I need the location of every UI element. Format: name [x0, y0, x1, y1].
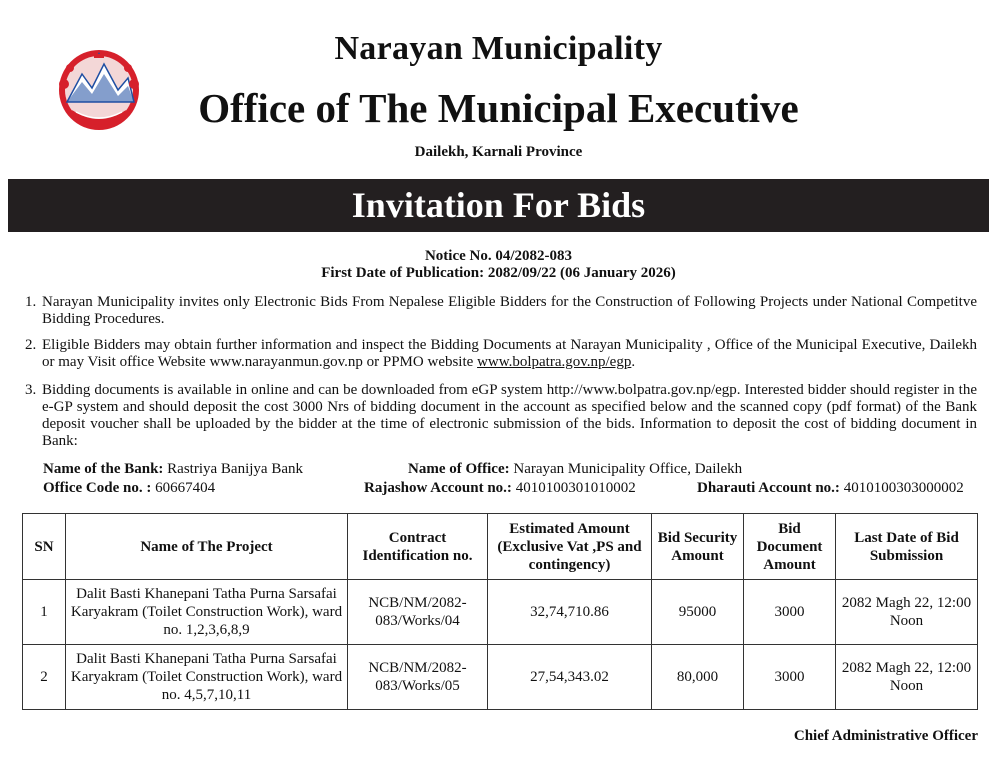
header-last-date: Last Date of Bid Submission [836, 514, 978, 580]
bolpatra-link[interactable]: www.bolpatra.gov.np/egp [477, 354, 632, 370]
paragraph-text: Eligible Bidders may obtain further information and inspect the Bidding Documents at Narayan Municipality , Office of the Municipal Executive, Dailekh or may Visit office Website www.narayanmun.gov.np or PPMO website [42, 337, 977, 370]
office-name-value: Narayan Municipality Office, Dailekh [513, 461, 743, 477]
header-bid-security: Bid Security Amount [652, 514, 744, 580]
paragraph-number: 1. [25, 294, 37, 310]
bid-table [22, 513, 978, 710]
paragraph-text: Narayan Municipality invites only Electronic Bids From Nepalese Eligible Bidders for the Construction of Following Projects under National Competitve Bidding Procedures. [42, 294, 977, 327]
cell-sn: 1 [23, 580, 66, 645]
notice-block [0, 248, 997, 282]
cell-bid-security: 80,000 [652, 645, 744, 710]
cell-estimated-amount: 27,54,343.02 [488, 645, 652, 710]
rajashow-account-value: 4010100301010002 [515, 480, 636, 496]
rajashow-account [364, 480, 636, 497]
notice-number: Notice No. 04/2082-083 [424, 248, 573, 264]
dharauti-account-label: Dharauti Account no.: [697, 480, 840, 496]
header-estimated-amount: Estimated Amount (Exclusive Vat ,PS and contingency) [488, 514, 652, 580]
signature: Chief Administrative Officer [793, 728, 978, 744]
header-sn: SN [23, 514, 66, 580]
office-code-value: 60667404 [155, 480, 216, 496]
office-name-info [408, 461, 742, 478]
location: Dailekh, Karnali Province [414, 144, 583, 160]
office-code [43, 480, 215, 497]
org-name: Narayan Municipality [334, 30, 663, 67]
paragraph-2 [25, 337, 977, 371]
publication-date: First Date of Publication: 2082/09/22 (06 January 2026) [321, 265, 676, 281]
bank-name-value: Rastriya Banijya Bank [167, 461, 303, 477]
dharauti-account [697, 480, 964, 497]
paragraph-3 [25, 382, 977, 450]
header-project-name: Name of The Project [66, 514, 348, 580]
banner-title: Invitation For Bids [8, 179, 989, 232]
cell-last-date: 2082 Magh 22, 12:00 Noon [836, 645, 978, 710]
cell-bid-security: 95000 [652, 580, 744, 645]
paragraph-text-end: . [631, 354, 636, 370]
office-name-label: Name of Office: [408, 461, 510, 477]
cell-sn: 2 [23, 645, 66, 710]
paragraph-number: 3. [25, 382, 37, 398]
table-row [23, 580, 978, 645]
cell-contract-id: NCB/NM/2082-083/Works/05 [348, 645, 488, 710]
paragraph-number: 2. [25, 337, 37, 353]
cell-estimated-amount: 32,74,710.86 [488, 580, 652, 645]
rajashow-account-label: Rajashow Account no.: [364, 480, 512, 496]
dharauti-account-value: 4010100303000002 [843, 480, 964, 496]
cell-contract-id: NCB/NM/2082-083/Works/04 [348, 580, 488, 645]
cell-last-date: 2082 Magh 22, 12:00 Noon [836, 580, 978, 645]
paragraph-1 [25, 294, 977, 328]
cell-project-name: Dalit Basti Khanepani Tatha Purna Sarsafai Karyakram (Toilet Construction Work), ward no. 1,2,3,6,8,9 [66, 580, 348, 645]
cell-bid-document: 3000 [744, 580, 836, 645]
cell-bid-document: 3000 [744, 645, 836, 710]
header-contract-id: Contract Identification no. [348, 514, 488, 580]
bank-name [43, 461, 303, 478]
paragraph-text: Bidding documents is available in online and can be downloaded from eGP system http://www.bolpatra.gov.np/egp. Interested bidder should register in the e-GP system and should deposit the cost 3000 Nrs of bidding document in the account as specified below and the scanned copy (pdf format) of the Bank deposit voucher shall be uploaded by the bidder at the time of electronic submission of the bids. Information to deposit the cost of bidding document in Bank: [42, 382, 977, 449]
table-header-row [23, 514, 978, 580]
office-code-label: Office Code no. : [43, 480, 152, 496]
cell-project-name: Dalit Basti Khanepani Tatha Purna Sarsafai Karyakram (Toilet Construction Work), ward no. 4,5,7,10,11 [66, 645, 348, 710]
header-bid-document: Bid Document Amount [744, 514, 836, 580]
office-name: Office of The Municipal Executive [198, 85, 799, 131]
table-row [23, 645, 978, 710]
bank-name-label: Name of the Bank: [43, 461, 164, 477]
